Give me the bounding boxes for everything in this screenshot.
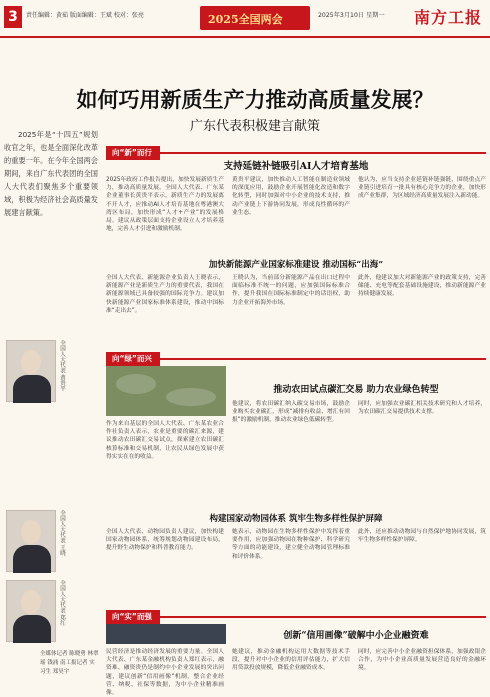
section-rule: [106, 152, 486, 154]
section-band: [200, 6, 310, 30]
section-subhead: 构建国家动物园体系 筑牢生物多样性保护屏障: [209, 514, 383, 524]
article-text: 此外，他建议加大对新能源产业的政策支持，完善储能、充电等配套基础设施建设，推动新能源产业持续健康发展。: [358, 275, 486, 298]
article-text: 全国人大代表、动物园负责人建议，加快构建国家动物园体系，统筹规划动物园建设布局，提升野生动物保护和科普教育能力。: [106, 529, 224, 552]
article-text: 同时，应加强农业碳汇相关技术研究和人才培养，为农田碳汇交易提供技术支撑。: [358, 401, 486, 416]
reporter-credits: 全媒体记者 陈晓勇 林翠瑶 钱涌 南工报记者 实习生 郑昊宇: [40, 651, 99, 675]
article-text: 他认为，应当支持企业延链补链强链，围绕重点产业链引进培育一批具有核心竞争力的企业，加快形成产业集群，为区域经济高质量发展注入新动能。: [358, 177, 486, 200]
band-title: 2025全国两会: [208, 13, 283, 26]
article-text: 2025年政府工作报告提出，加快发展新质生产力，推动高质量发展。全国人大代表、广东某企业董事长黄贵平表示，新质生产力的发展离不开人才，应推动AI人才培育基地在粤港澳大湾区布局，加快形成“人才+产业”的发展格局。建议从政策层面支持企业设立人才培养基地，完善人才引进和激励机制。: [106, 177, 224, 233]
article-text: 同时，应完善中小企业融资担保体系，加强政银企合作，为中小企业高质量发展营造良好的金融环境。: [358, 649, 486, 672]
section-headline: 支持延链补链吸引AI人才培育基地: [223, 161, 369, 172]
portrait-caption: 全国人大代表 郑红: [59, 580, 65, 626]
article-lede: 2025年是“十四五”规划收官之年，也是全面深化改革的重要一年。在今年全国两会期间，来自广东代表团的全国人大代表们聚焦多个重要领域，积极为经济社会高质量发展建言献策。: [4, 130, 98, 217]
article-text: 此外，还应推动动物园与自然保护地协同发展，筑牢生物多样性保护屏障。: [358, 529, 486, 544]
section-tag: 向“新”而行: [106, 146, 160, 160]
article-text: 她表示，动物园在生物多样性保护中发挥着重要作用，应加强动物园在物种保护、科学研究等方面的功能建设，建立健全动物园管理标准和评价体系。: [232, 529, 350, 560]
page-number: 3: [4, 6, 22, 28]
section-tag: 向“绿”而兴: [106, 352, 160, 366]
section-tag: 向“实”而强: [106, 610, 160, 624]
portrait-photo: [6, 510, 56, 572]
section-subhead: 加快新能源产业国家标准建设 推动国标“出海”: [208, 260, 384, 270]
article-text: 全国人大代表、新能源企业负责人王晓表示，新能源产业是新质生产力的重要代表，我国在新能源领域已具备较强的国际竞争力。建议加快新能源产业国家标准体系建设，推动中国标准“走出去”。: [106, 275, 224, 314]
editor-credits: 责任编辑：黄茹 版面编辑：王斌 校对：张亮: [26, 12, 144, 19]
section-innovation: [106, 146, 486, 346]
issue-date: 2025年3月10日 星期一: [318, 12, 385, 19]
portrait-caption: 全国人大代表 王晓: [59, 510, 65, 556]
article-text: 她建议，推动金融机构运用大数据等技术手段，提升对中小企业的信用评估能力，扩大信用贷款投放规模，降低企业融资成本。: [232, 649, 350, 672]
section-headline: 创新“信用画像”破解中小企业融资难: [283, 631, 429, 641]
business-photo: [106, 624, 226, 644]
article-text: 王晓认为，当前部分新能源产品在出口过程中面临标准不统一的问题，应加强国际标准合作，提升我国在国际标准制定中的话语权，助力企业开拓海外市场。: [232, 275, 350, 306]
page-title: 如何巧用新质生产力推动高质量发展？: [76, 87, 434, 112]
portrait-caption: 全国人大代表 黄贵平: [59, 340, 65, 392]
article-text: 他建议，将农田碳汇纳入碳交易市场，鼓励企业购买农业碳汇，形成“减排有收益、增汇有回报”的激励机制，推动农业绿色低碳转型。: [232, 401, 350, 424]
portrait-photo: [6, 580, 56, 642]
portrait-photo: [6, 340, 56, 402]
farmland-photo: [106, 366, 226, 416]
article-text: 作为来自基层的全国人大代表、广东某农业合作社负责人表示，农业是重要的碳汇来源，建议推动农田碳汇交易试点，探索建立农田碳汇核算标准和交易机制，让农民从绿色发展中获得实实在在的收益。: [106, 421, 224, 460]
article-text: 民营经济是推动经济发展的重要力量。全国人大代表、广东某金融机构负责人郑红表示，融资难、融资贵仍是制约中小企业发展的突出问题，建议创新“信用画像”机制，整合企业经营、纳税、社保等数据，为中小企业精准画像。: [106, 649, 224, 697]
page-subtitle: 广东代表积极建言献策: [189, 119, 320, 134]
section-rule: [106, 616, 486, 618]
article-text: 黄贵平建议，加快推动人工智能在制造业领域的深度应用，鼓励企业开展智能化改造和数字化转型，同时加强对中小企业的技术支持，推动产业链上下游协同发展，形成良性循环的产业生态。: [232, 177, 350, 216]
section-headline: 推动农田试点碳汇交易 助力农业绿色转型: [273, 385, 439, 395]
page-header: [0, 0, 490, 38]
section-green: [106, 352, 486, 608]
section-economy: [106, 610, 486, 697]
section-rule: [106, 358, 486, 360]
newspaper-logo: 南方工报: [414, 8, 483, 27]
left-column: [0, 110, 102, 690]
